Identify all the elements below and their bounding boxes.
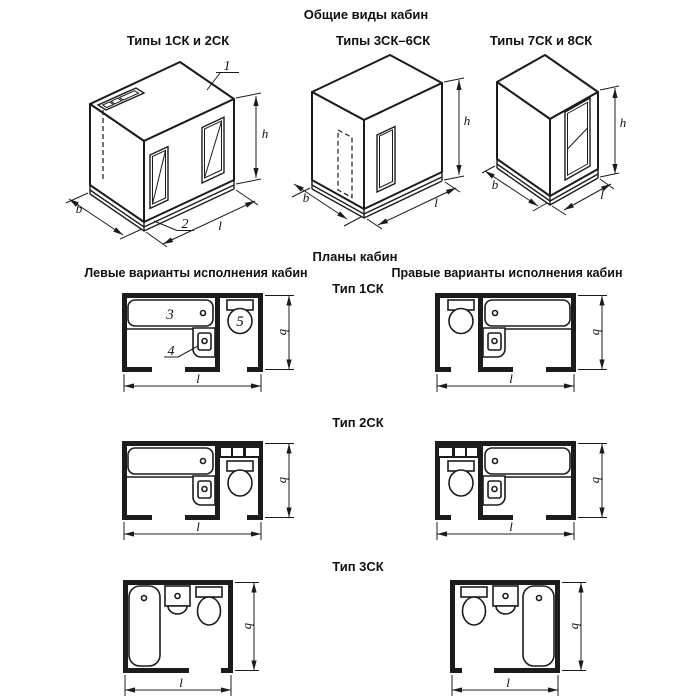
toilet-tank xyxy=(461,587,487,597)
cabin-body xyxy=(497,55,598,205)
bathtub xyxy=(129,586,160,666)
plan-2sk-right xyxy=(428,436,623,548)
dimension-l xyxy=(124,371,261,392)
plan-type-2sk-label: Тип 2СК xyxy=(332,415,384,430)
dimension-l xyxy=(437,371,574,392)
dimension-b xyxy=(578,444,607,518)
dimension-h xyxy=(236,93,268,184)
page-title: Общие виды кабин xyxy=(303,7,429,22)
dim-l-label: l xyxy=(600,187,604,202)
left-column-header: Левые варианты исполнения кабин xyxy=(84,266,308,280)
plan-type-1sk-label: Тип 1СК xyxy=(332,281,384,296)
toilet-bowl xyxy=(198,597,221,625)
dimension-b xyxy=(265,444,294,518)
callout-2: 2 xyxy=(181,217,189,232)
dim-l-label: l xyxy=(509,371,513,386)
callout-bathtub: 3 xyxy=(166,307,174,323)
cabin-body xyxy=(90,62,234,231)
toilet-bowl xyxy=(449,309,473,334)
toilet-bowl xyxy=(463,597,486,625)
dim-l-label: l xyxy=(196,371,200,386)
bathtub xyxy=(483,300,571,329)
dimension-b xyxy=(235,583,259,671)
dimension-l xyxy=(437,519,574,540)
washbasin xyxy=(193,476,215,505)
vent-block xyxy=(435,446,483,458)
dimension-b xyxy=(562,583,586,671)
washbasin xyxy=(483,476,505,505)
toilet xyxy=(461,587,487,625)
callout-toilet: 5 xyxy=(236,314,244,330)
plan-1sk-right xyxy=(428,288,623,398)
toilet-bowl xyxy=(449,470,473,496)
dim-b-label: b xyxy=(302,190,310,205)
washbasin xyxy=(193,328,215,357)
dim-h-label: h xyxy=(619,115,627,130)
dim-l-label: l xyxy=(196,519,200,534)
plan-3sk-left xyxy=(118,575,268,700)
dim-l-label: l xyxy=(434,195,438,210)
dim-b-label: b xyxy=(590,476,605,484)
isometric-cabin-types-7-8 xyxy=(480,50,640,220)
dim-l-label: l xyxy=(179,675,183,690)
dimension-b xyxy=(265,296,294,370)
plan-1sk-left xyxy=(115,288,310,398)
toilet xyxy=(227,461,253,496)
vent-block xyxy=(215,446,263,458)
dim-b-label: b xyxy=(277,328,292,336)
isometric-cabin-types-3-6 xyxy=(290,55,475,230)
washbasin xyxy=(483,328,505,357)
right-column-header: Правые варианты исполнения кабин xyxy=(391,266,623,280)
dimension-l xyxy=(452,675,558,696)
dimension-b xyxy=(578,296,607,370)
dimension-l xyxy=(125,675,231,696)
bathtub xyxy=(127,448,215,477)
toilet-bowl xyxy=(228,470,252,496)
dimension-h xyxy=(600,86,626,177)
toilet xyxy=(448,461,474,496)
dim-l-label: l xyxy=(218,218,222,233)
dimension-h xyxy=(444,78,470,180)
dim-b-label: b xyxy=(569,622,584,630)
dim-h-label: h xyxy=(261,126,269,141)
toilet xyxy=(448,300,474,334)
dim-l-label: l xyxy=(509,519,513,534)
washbasin xyxy=(165,586,190,614)
plan-type-3sk-label: Тип 3СК xyxy=(332,559,384,574)
bathtub xyxy=(483,448,571,477)
svg-text:4: 4 xyxy=(167,344,175,359)
isometric-cabin-types-1-2 xyxy=(50,52,285,252)
dim-b-label: b xyxy=(491,177,499,192)
view-label-types-1-2: Типы 1СК и 2СК xyxy=(126,33,230,48)
callout-1: 1 xyxy=(223,59,231,74)
dim-b-label: b xyxy=(590,328,605,336)
view-label-types-3-6: Типы 3СК–6СК xyxy=(335,33,431,48)
washbasin xyxy=(493,586,518,614)
toilet xyxy=(196,587,222,625)
dim-h-label: h xyxy=(463,113,471,128)
plan-3sk-right xyxy=(445,575,595,700)
toilet-tank xyxy=(196,587,222,597)
plans-title: Планы кабин xyxy=(312,249,398,264)
dim-b-label: b xyxy=(75,201,83,216)
view-label-types-7-8: Типы 7СК и 8СК xyxy=(489,33,593,48)
dim-l-label: l xyxy=(506,675,510,690)
dimension-l xyxy=(124,519,261,540)
dim-b-label: b xyxy=(242,622,257,630)
bathtub xyxy=(523,586,554,666)
dim-b-label: b xyxy=(277,476,292,484)
plan-2sk-left xyxy=(115,436,310,548)
